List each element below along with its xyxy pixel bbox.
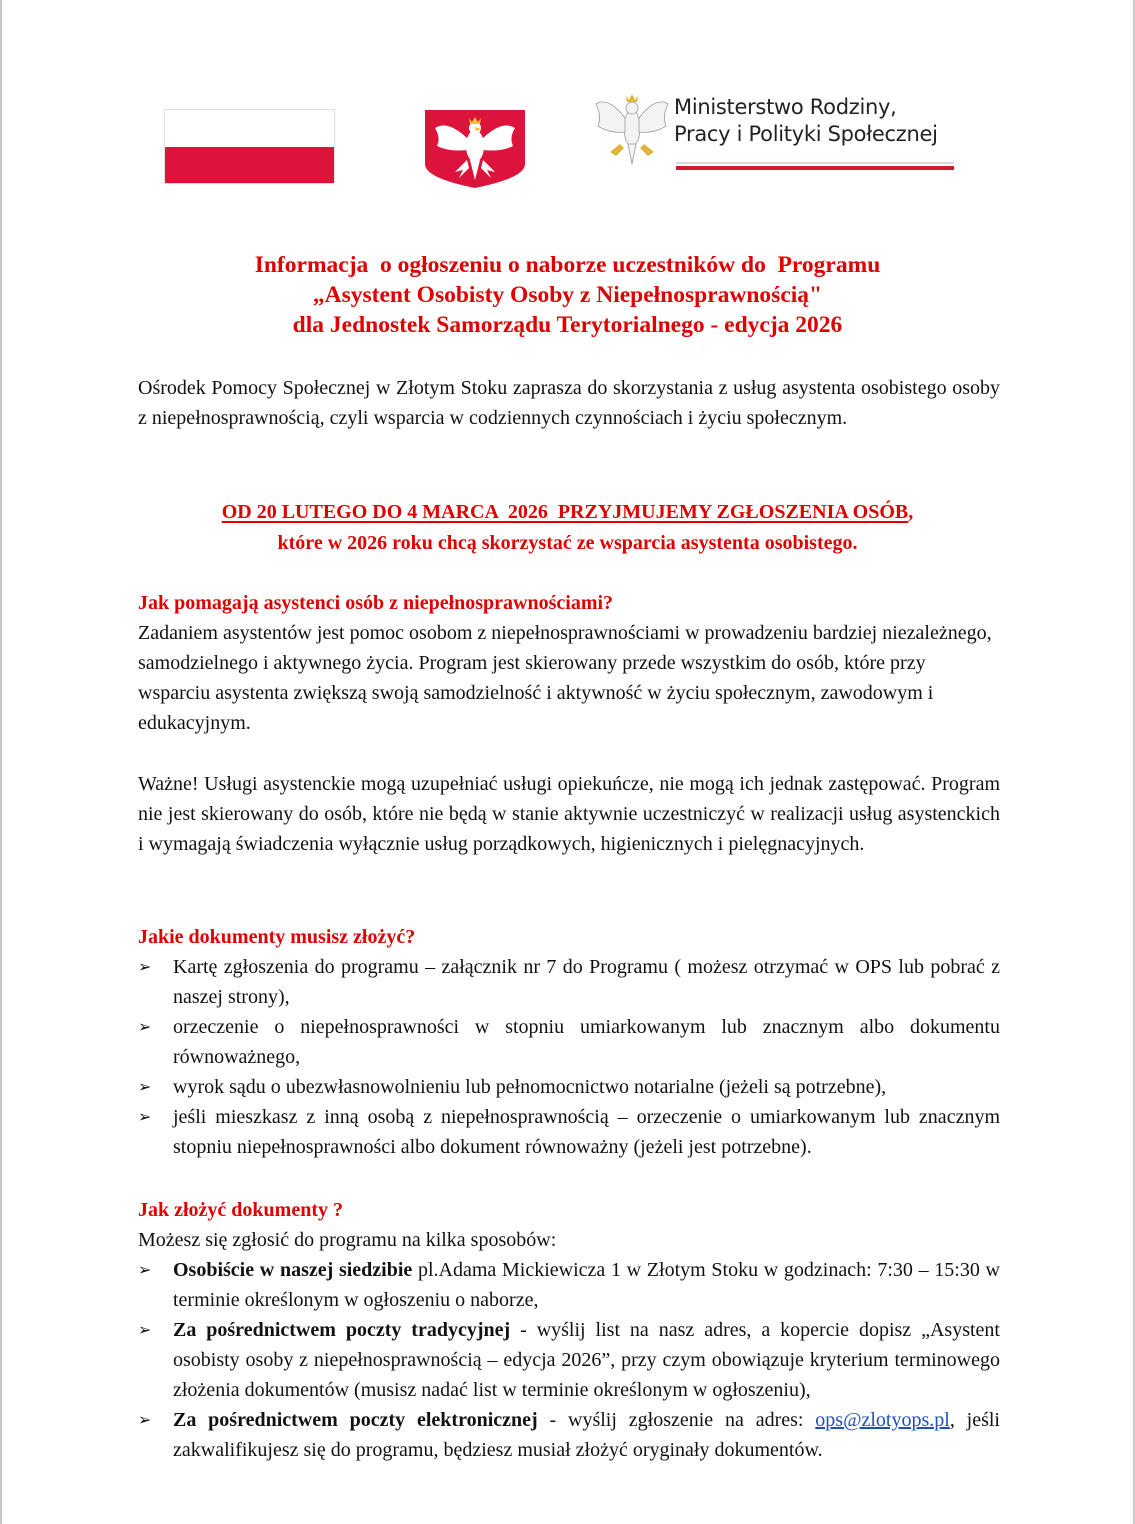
coat-of-arms-icon — [423, 108, 527, 188]
method-title: Osobiście w naszej siedzibie — [173, 1259, 413, 1281]
arrow-bullet-icon: ➢ — [138, 957, 152, 976]
list-item: ➢ wyrok sądu o ubezwłasnowolnieniu lub pełnomocnictwo notarialne (jeżeli są potrzebne), — [138, 1072, 1000, 1102]
title-line-3: dla Jednostek Samorządu Terytorialnego - edycja 2026 — [292, 312, 843, 338]
arrow-bullet-icon: ➢ — [138, 1017, 152, 1036]
white-eagle-icon — [592, 86, 672, 168]
ministry-name-line2: Pracy i Polityki Społecznej — [674, 122, 938, 146]
polish-flag-icon — [164, 109, 335, 184]
deadline-line-1: OD 20 LUTEGO DO 4 MARCA 2026 PRZYJMUJEMY ZGŁOSZENIA OSÓB — [221, 501, 909, 523]
logo-header — [2, 0, 1133, 220]
method-title: Za pośrednictwem poczty elektronicznej — [173, 1409, 538, 1431]
title-line-1: Informacja o ogłoszeniu o naborze uczestników do Programu — [254, 252, 881, 278]
method-title: Za pośrednictwem poczty tradycyjnej — [173, 1319, 511, 1341]
arrow-bullet-icon: ➢ — [138, 1410, 152, 1429]
document-title — [2, 250, 1133, 340]
intro-paragraph: Ośrodek Pomocy Społecznej w Złotym Stoku zaprasza do skorzystania z usług asystenta osobistego osoby z niepełnosprawnością, czyli wsparcia w codziennych czynnościach i życiu społecznym. — [138, 377, 1000, 429]
section-documents-heading: Jakie dokumenty musisz złożyć? — [138, 926, 416, 948]
section-help-body: Zadaniem asystentów jest pomoc osobom z niepełnosprawnościami w prowadzeniu bardziej niezależnego, samodzielnego i aktywnego życia. Program jest skierowany przede wszystkim do osób, które przy wsparciu asystenta zwiększą swoją samodzielność i aktywność w życiu społecznym, zawodowym i edukacyjnym. — [138, 622, 992, 734]
list-item: ➢ Kartę zgłoszenia do programu – załącznik nr 7 do Programu ( możesz otrzymać w OPS lub pobrać z naszej strony), — [138, 952, 1000, 1012]
documents-list — [138, 952, 1000, 1162]
ministry-name-line1: Ministerstwo Rodziny, — [674, 95, 897, 119]
section-help-heading: Jak pomagają asystenci osób z niepełnosprawnościami? — [138, 592, 614, 614]
deadline-notice — [2, 497, 1133, 559]
ministry-stripe-red — [676, 166, 954, 170]
arrow-bullet-icon: ➢ — [138, 1320, 152, 1339]
section-submit-heading: Jak złożyć dokumenty ? — [138, 1199, 343, 1221]
deadline-line-2: które w 2026 roku chcą skorzystać ze wsparcia asystenta osobistego. — [277, 532, 858, 554]
section-documents — [138, 922, 1000, 1162]
arrow-bullet-icon: ➢ — [138, 1260, 152, 1279]
ministry-stripe-gray — [676, 162, 954, 164]
section-submit-intro: Możesz się zgłosić do programu na kilka sposobów: — [138, 1229, 557, 1251]
list-item: ➢ Osobiście w naszej siedzibie pl.Adama Mickiewicza 1 w Złotym Stoku w godzinach: 7:30 – 15:30 w terminie określonym w ogłoszeniu o naborze, — [138, 1255, 1000, 1315]
important-paragraph: Ważne! Usługi asystenckie mogą uzupełniać usługi opiekuńcze, nie mogą ich jednak zastępować. Program nie jest skierowany do osób, które nie będą w stanie aktywnie uczestniczyć w realizacji usług asystenckich i wymagają świadczenia wyłącznie usług porządkowych, higienicznych i pielęgnacyjnych. — [138, 773, 1000, 855]
list-item: ➢ jeśli mieszkasz z inną osobą z niepełnosprawnością – orzeczenie o umiarkowanym lub znacznym stopniu niepełnosprawności albo dokument równoważny (jeżeli jest potrzebne). — [138, 1102, 1000, 1162]
title-line-2: „Asystent Osobisty Osoby z Niepełnosprawnością" — [312, 282, 823, 308]
list-item: ➢ Za pośrednictwem poczty tradycyjnej - wyślij list na nasz adres, a kopercie dopisz „Asystent osobisty osoby z niepełnosprawnością – edycja 2026”, przy czym obowiązuje kryterium terminowego złożenia dokumentów (musisz nadać list w terminie określonym w ogłoszeniu), — [138, 1315, 1000, 1405]
section-submit — [138, 1195, 1000, 1465]
arrow-bullet-icon: ➢ — [138, 1107, 152, 1126]
deadline-comma: , — [908, 501, 914, 523]
submit-methods-list — [138, 1255, 1000, 1465]
section-help — [138, 588, 1000, 738]
arrow-bullet-icon: ➢ — [138, 1077, 152, 1096]
list-item: ➢ Za pośrednictwem poczty elektronicznej - wyślij zgłoszenie na adres: ops@zlotyops.pl, jeśli zakwalifikujesz się do programu, będziesz musiał złożyć oryginały dokumentów. — [138, 1405, 1000, 1465]
list-item: ➢ orzeczenie o niepełnosprawności w stopniu umiarkowanym lub znacznym albo dokumentu równoważnego, — [138, 1012, 1000, 1072]
email-link[interactable]: ops@zlotyops.pl — [815, 1409, 950, 1431]
